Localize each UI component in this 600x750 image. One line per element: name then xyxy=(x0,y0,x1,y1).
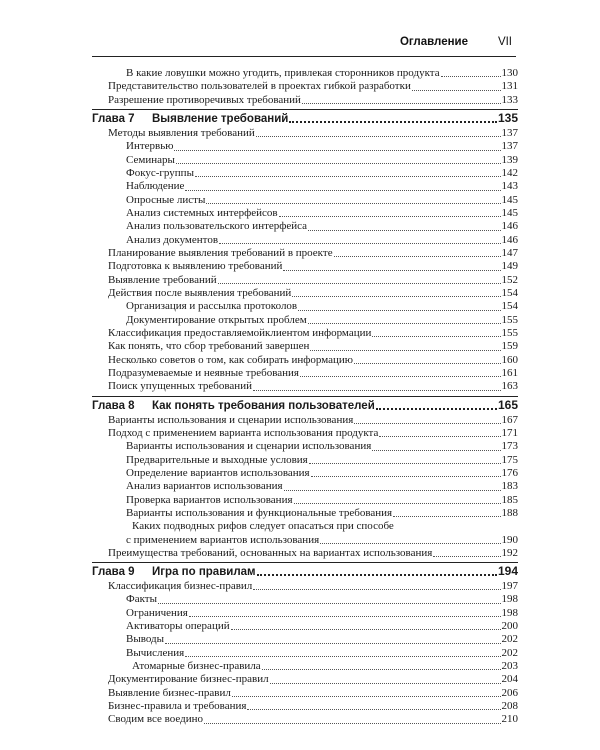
dot-leader xyxy=(165,642,500,644)
toc-entry xyxy=(92,713,518,726)
dot-leader xyxy=(298,309,500,311)
toc-entry-page: 190 xyxy=(501,533,518,546)
toc-entry-page: 163 xyxy=(501,380,518,393)
chapter-title: Игра по правилам xyxy=(152,566,256,579)
toc-entry-page: 198 xyxy=(501,606,518,619)
dot-leader xyxy=(195,175,501,177)
toc-entry xyxy=(92,220,518,233)
toc-entry xyxy=(92,154,518,167)
dot-leader xyxy=(218,282,501,284)
toc-entry-label: Документирование бизнес-правил xyxy=(108,673,269,686)
dot-leader xyxy=(185,655,500,657)
toc-entry-label: Несколько советов о том, как собирать информацию xyxy=(108,353,354,366)
dot-leader xyxy=(262,668,501,670)
toc-entry-label: Выводы xyxy=(126,633,165,646)
toc-entry-page: 198 xyxy=(501,593,518,606)
toc-entry-label: Анализ вариантов использования xyxy=(126,480,283,493)
toc-entry-page: 204 xyxy=(501,673,518,686)
dot-leader xyxy=(441,75,501,77)
toc-entry xyxy=(92,673,518,686)
toc-entry-page: 155 xyxy=(501,313,518,326)
toc-entry xyxy=(92,620,518,633)
toc-entry xyxy=(92,687,518,700)
toc-entry-label: В какие ловушки можно угодить, привлекая сторонников продукта xyxy=(126,67,440,79)
toc-entry xyxy=(92,494,518,507)
chapter-title: Выявление требований xyxy=(152,112,289,125)
toc-entry xyxy=(92,607,518,620)
toc-entry xyxy=(92,127,518,140)
dot-leader xyxy=(309,462,501,464)
toc-entry-page: 137 xyxy=(501,126,518,139)
toc-entry-page: 202 xyxy=(501,646,518,659)
toc-entry xyxy=(92,180,518,193)
toc-entry-page: 167 xyxy=(501,413,518,426)
toc-entry-page: 137 xyxy=(501,140,518,153)
toc-entry-page: 160 xyxy=(501,353,518,366)
dot-leader xyxy=(174,149,500,151)
toc-entry xyxy=(92,314,518,327)
toc-entry xyxy=(92,207,518,220)
toc-entry-label: Подразумеваемые и неявные требования xyxy=(108,366,299,379)
toc-entry-label: Классификация предоставляемойклиентом информации xyxy=(108,326,372,339)
dot-leader xyxy=(204,722,501,724)
toc-entry xyxy=(92,327,518,340)
toc-entry xyxy=(92,234,518,247)
dot-leader xyxy=(311,475,501,477)
toc-entry-label: Интервью xyxy=(126,140,174,153)
toc-entry xyxy=(92,454,518,467)
dot-leader xyxy=(379,435,500,437)
dot-leader xyxy=(232,695,501,697)
toc-entry-label: Определение вариантов использования xyxy=(126,466,310,479)
toc-entry-label: Фокус-группы xyxy=(126,166,194,179)
toc-entry-page: 203 xyxy=(501,660,518,673)
toc-entry xyxy=(92,140,518,153)
toc-entry-label-line-1: Каких подводных рифов следует опасаться при способе xyxy=(132,520,394,533)
toc-entry-page: 143 xyxy=(501,180,518,193)
toc-entry-label: Варианты использования и сценарии использования xyxy=(108,413,354,426)
toc-entry-label: Планирование выявления требований в проекте xyxy=(108,246,333,259)
toc-entry xyxy=(92,287,518,300)
toc-entry-label: Факты xyxy=(126,593,157,606)
toc-entry-page: 210 xyxy=(501,713,518,726)
toc-entry xyxy=(92,247,518,260)
toc-entry-page: 145 xyxy=(501,193,518,206)
toc-entry-page: 202 xyxy=(501,633,518,646)
toc-entry-label: Активаторы операций xyxy=(126,620,230,633)
toc-entry-page: 197 xyxy=(501,580,518,593)
dot-leader xyxy=(354,422,500,424)
toc-entry-page: 149 xyxy=(501,260,518,273)
running-header xyxy=(92,36,516,54)
toc-entry-page: 188 xyxy=(501,506,518,519)
toc-entry-page: 133 xyxy=(501,93,518,106)
toc-entry-label: Выявление бизнес-правил xyxy=(108,686,231,699)
toc-entry-label: Подход с применением варианта использования продукта xyxy=(108,426,379,439)
toc-entry-page: 175 xyxy=(501,453,518,466)
toc-entry-label: Разрешение противоречивых требований xyxy=(108,93,301,106)
toc-entry-page: 139 xyxy=(501,153,518,166)
toc-entry-label: с применением вариантов использования xyxy=(126,533,320,546)
dot-leader xyxy=(231,628,501,630)
toc-entry xyxy=(92,67,518,80)
toc-entry xyxy=(92,593,518,606)
toc-entry xyxy=(92,414,518,427)
toc-entry xyxy=(92,547,518,560)
toc-entry-label: Поиск упущенных требований xyxy=(108,380,252,393)
dot-leader xyxy=(372,335,500,337)
toc-entry xyxy=(92,580,518,593)
dot-leader xyxy=(247,708,500,710)
dot-leader xyxy=(310,349,500,351)
toc-entry-page: 146 xyxy=(501,233,518,246)
toc-entry-label: Наблюдение xyxy=(126,180,185,193)
toc-entry-label: Ограничения xyxy=(126,606,188,619)
dot-leader xyxy=(372,449,500,451)
toc-entry-label: Преимущества требований, основанных на вариантах использования xyxy=(108,546,433,559)
toc-entry-page: 154 xyxy=(501,286,518,299)
toc-entry-page: 146 xyxy=(501,220,518,233)
toc-entry-label: Вычисления xyxy=(126,646,185,659)
running-header-title: Оглавление xyxy=(399,36,468,48)
toc-entry-label: Методы выявления требований xyxy=(108,126,255,139)
dot-leader xyxy=(433,555,500,557)
toc-entry xyxy=(92,340,518,353)
dot-leader xyxy=(289,120,497,123)
toc-entry xyxy=(92,480,518,493)
toc-entry-page: 154 xyxy=(501,300,518,313)
dot-leader xyxy=(308,229,500,231)
toc-entry-page: 200 xyxy=(501,620,518,633)
dot-leader xyxy=(393,515,500,517)
dot-leader xyxy=(256,135,501,137)
toc-entry-label: Анализ системных интерфейсов xyxy=(126,206,278,219)
toc-entry xyxy=(92,660,518,673)
dot-leader xyxy=(253,389,501,391)
toc-entry xyxy=(92,367,518,380)
chapter-number: Глава 8 xyxy=(92,399,135,412)
toc-entry xyxy=(92,700,518,713)
dot-leader xyxy=(253,588,500,590)
dot-leader xyxy=(206,202,500,204)
toc-entry-page: 173 xyxy=(501,440,518,453)
chapter-number: Глава 7 xyxy=(92,112,135,125)
toc-entry-label: Выявление требований xyxy=(108,273,217,286)
dot-leader xyxy=(279,215,501,217)
toc-entry-page: 192 xyxy=(501,546,518,559)
toc-entry xyxy=(92,80,518,93)
toc-entry-label: Классификация бизнес-правил xyxy=(108,580,253,593)
toc-entry xyxy=(92,260,518,273)
dot-leader xyxy=(320,542,500,544)
chapter-number: Глава 9 xyxy=(92,566,135,579)
toc-entry-label: Бизнес-правила и требования xyxy=(108,700,247,713)
chapter-page: 135 xyxy=(497,110,518,125)
toc-entry xyxy=(92,380,518,393)
toc-entry-label: Представительство пользователей в проектах гибкой разработки xyxy=(108,80,411,93)
toc-entry-label: Проверка вариантов использования xyxy=(126,493,293,506)
toc-entry xyxy=(92,427,518,440)
dot-leader xyxy=(189,615,501,617)
toc-entry-page: 206 xyxy=(501,686,518,699)
table-of-contents xyxy=(92,67,518,727)
toc-entry xyxy=(92,633,518,646)
toc-entry-page: 145 xyxy=(501,206,518,219)
toc-entry-label: Семинары xyxy=(126,153,175,166)
toc-entry-page: 155 xyxy=(501,326,518,339)
toc-chapter-8 xyxy=(92,396,518,413)
toc-entry xyxy=(92,354,518,367)
dot-leader xyxy=(219,242,500,244)
dot-leader xyxy=(176,162,501,164)
dot-leader xyxy=(158,602,501,604)
toc-entry-label: Документирование открытых проблем xyxy=(126,313,307,326)
toc-entry-label: Как понять, что сбор требований завершен xyxy=(108,340,310,353)
toc-entry xyxy=(92,94,518,107)
dot-leader xyxy=(376,407,497,410)
toc-entry-label: Опросные листы xyxy=(126,193,206,206)
dot-leader xyxy=(294,502,501,504)
toc-entry-label: Анализ пользовательского интерфейса xyxy=(126,220,308,233)
toc-entry-page: 159 xyxy=(501,340,518,353)
toc-entry-label: Анализ документов xyxy=(126,233,219,246)
toc-entry-page: 142 xyxy=(501,166,518,179)
toc-entry-page: 131 xyxy=(501,80,518,93)
toc-entry-label: Действия после выявления требований xyxy=(108,286,292,299)
dot-leader xyxy=(292,295,500,297)
toc-entry xyxy=(92,507,518,520)
dot-leader xyxy=(412,89,501,91)
toc-entry-page: 161 xyxy=(501,366,518,379)
dot-leader xyxy=(302,102,501,104)
dot-leader xyxy=(334,255,501,257)
toc-entry xyxy=(92,467,518,480)
dot-leader xyxy=(270,682,501,684)
dot-leader xyxy=(354,362,500,364)
toc-entry xyxy=(92,194,518,207)
toc-entry-label: Предварительные и выходные условия xyxy=(126,453,308,466)
dot-leader xyxy=(257,573,497,576)
toc-entry xyxy=(92,534,518,547)
dot-leader xyxy=(284,489,501,491)
toc-entry-page: 171 xyxy=(501,426,518,439)
toc-entry-label: Сводим все воедино xyxy=(108,713,203,726)
toc-chapter-9 xyxy=(92,562,518,579)
toc-entry-label: Варианты использования и сценарии использования xyxy=(126,440,372,453)
dot-leader xyxy=(283,269,500,271)
toc-entry xyxy=(92,300,518,313)
running-header-page-number: VII xyxy=(497,36,512,48)
chapter-page: 194 xyxy=(497,564,518,579)
toc-entry-label: Организация и рассылка протоколов xyxy=(126,300,298,313)
chapter-page: 165 xyxy=(497,397,518,412)
toc-entry-page: 183 xyxy=(501,480,518,493)
toc-entry xyxy=(92,647,518,660)
dot-leader xyxy=(300,375,501,377)
toc-entry xyxy=(92,167,518,180)
toc-entry-page: 185 xyxy=(501,493,518,506)
toc-entry-page: 147 xyxy=(501,246,518,259)
toc-entry-label: Варианты использования и функциональные требования xyxy=(126,506,393,519)
dot-leader xyxy=(308,322,501,324)
toc-entry-page: 130 xyxy=(501,67,518,79)
toc-entry-label: Подготовка к выявлению требований xyxy=(108,260,283,273)
toc-entry-page: 176 xyxy=(501,466,518,479)
header-rule xyxy=(92,56,516,57)
dot-leader xyxy=(185,189,500,191)
chapter-title: Как понять требования пользователей xyxy=(152,399,375,412)
toc-entry-label: Атомарные бизнес-правила xyxy=(132,660,261,673)
toc-chapter-7 xyxy=(92,109,518,126)
toc-entry xyxy=(92,274,518,287)
toc-entry-page: 208 xyxy=(501,700,518,713)
toc-entry xyxy=(92,440,518,453)
toc-entry-page: 152 xyxy=(501,273,518,286)
